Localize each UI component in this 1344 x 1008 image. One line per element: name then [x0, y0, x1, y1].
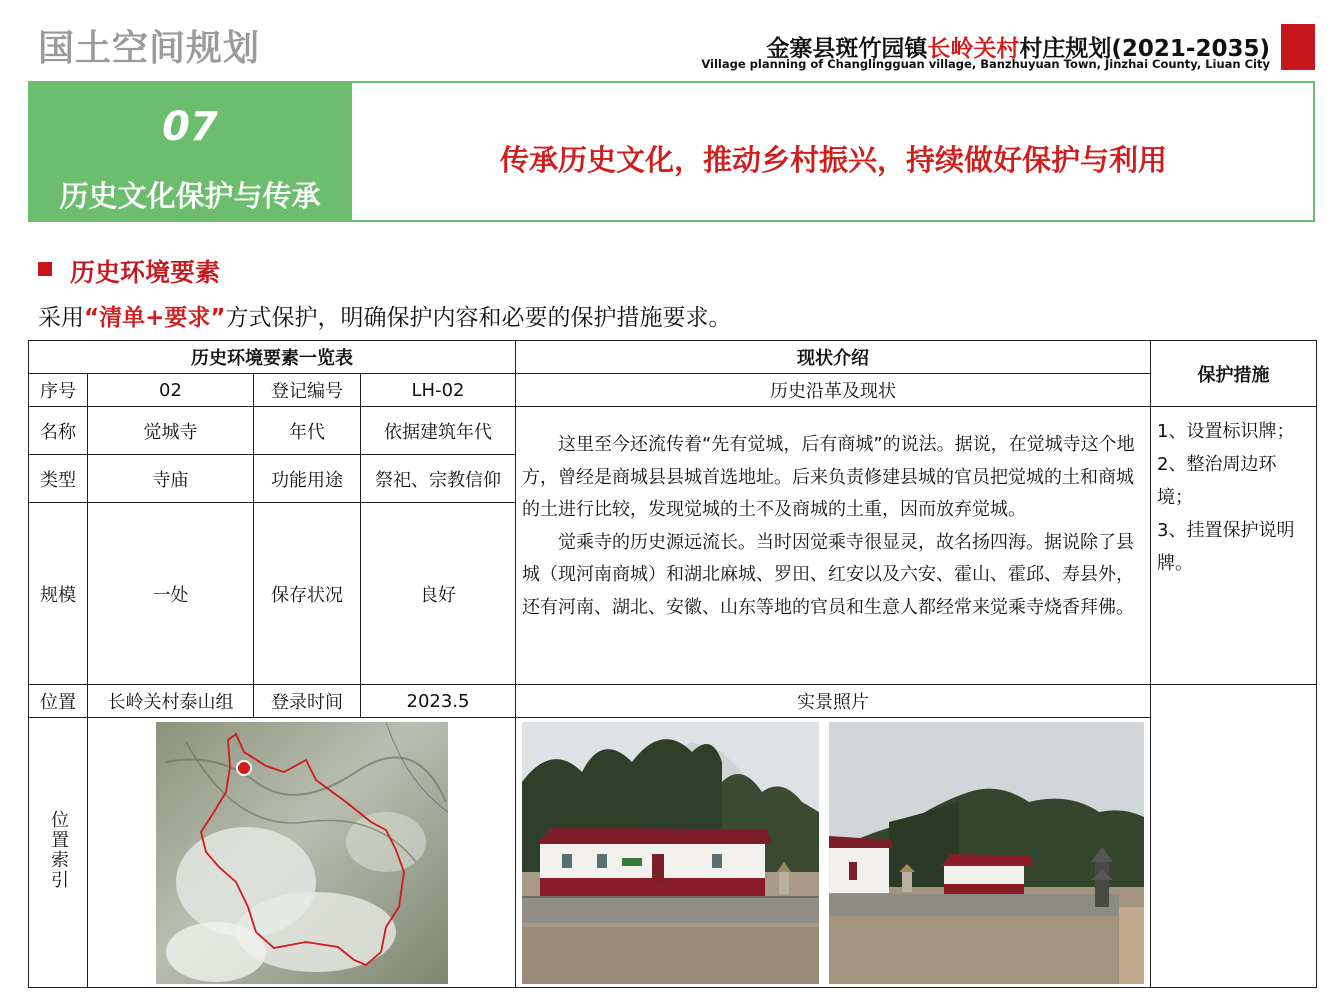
brand-title: 国土空间规划 — [38, 28, 261, 69]
value-condition: 良好 — [361, 503, 516, 685]
chapter-number: 07 — [162, 104, 218, 150]
label-type: 类型 — [29, 455, 88, 503]
label-serial: 序号 — [29, 374, 88, 407]
value-record-date: 2023.5 — [361, 685, 516, 718]
intro-prefix: 采用 — [38, 305, 84, 331]
section-title: 历史环境要素 — [70, 258, 221, 287]
heritage-element-table — [28, 340, 1317, 988]
header-measures: 保护措施 — [1151, 341, 1317, 407]
section-intro — [38, 299, 732, 332]
value-name: 觉城寺 — [88, 407, 254, 455]
value-type: 寺庙 — [88, 455, 254, 503]
header-history: 历史沿革及现状 — [516, 374, 1151, 407]
label-name: 名称 — [29, 407, 88, 455]
label-reg-code: 登记编号 — [254, 374, 361, 407]
temple-photo-1 — [522, 722, 819, 984]
temple-photo-2 — [829, 722, 1144, 984]
description-para-1: 这里至今还流传着“先有觉城，后有商城”的说法。据说，在觉城寺这个地方，曾经是商城县县城首选地址。后来负责修建县城的官员把觉城的土和商城的土进行比较，发现觉城的土不及商城的土重，因而放弃觉城。 — [522, 434, 1135, 520]
photos-cell — [516, 718, 1151, 988]
map-cell — [88, 718, 516, 988]
value-scale: 一处 — [88, 503, 254, 685]
label-scale: 规模 — [29, 503, 88, 685]
title-prefix: 金寨县斑竹园镇 — [766, 36, 928, 62]
header-element-list: 历史环境要素一览表 — [29, 341, 516, 374]
label-condition: 保存状况 — [254, 503, 361, 685]
value-location: 长岭关村泰山组 — [88, 685, 254, 718]
label-location: 位置 — [29, 685, 88, 718]
intro-emphasis: “清单+要求” — [84, 305, 226, 331]
value-function: 祭祀、宗教信仰 — [361, 455, 516, 503]
measure-item: 1、设置标识牌； — [1157, 421, 1295, 442]
title-suffix: 村庄规划(2021-2035) — [1019, 36, 1270, 62]
title-highlight: 长岭关村 — [927, 36, 1020, 62]
value-reg-code: LH-02 — [361, 374, 516, 407]
measures-blank-cell — [1151, 685, 1317, 988]
header-photos: 实景照片 — [516, 685, 1151, 718]
label-era: 年代 — [254, 407, 361, 455]
measure-item: 3、挂置保护说明牌。 — [1157, 520, 1295, 574]
description-para-2: 觉乘寺的历史源远流长。当时因觉乘寺很显灵，故名扬四海。据说除了县城（现河南商城）和湖北麻城、罗田、红安以及六安、霍山、霍邱、寿县外，还有河南、湖北、安徽、山东等地的官员和生意人都经常来觉乘寺烧香拜佛。 — [522, 531, 1134, 618]
intro-suffix: 方式保护，明确保护内容和必要的保护措施要求。 — [225, 305, 732, 331]
value-era: 依据建筑年代 — [361, 407, 516, 455]
label-record-date: 登录时间 — [254, 685, 361, 718]
value-serial: 02 — [88, 374, 254, 407]
measure-item: 2、整治周边环境； — [1157, 454, 1277, 508]
protection-measures — [1151, 407, 1317, 685]
section-bullet-icon — [38, 262, 52, 276]
chapter-slogan: 传承历史文化，推动乡村振兴，持续做好保护与利用 — [499, 143, 1167, 177]
history-description — [516, 407, 1151, 685]
label-location-index — [29, 718, 88, 988]
location-satellite-map — [156, 722, 448, 984]
brand-accent-block — [1281, 24, 1315, 70]
project-subtitle: Village planning of Changlingguan village, Banzhuyuan Town, Jinzhai County, Liuan City — [701, 57, 1270, 71]
location-index-label: 位置索引 — [48, 810, 69, 890]
label-function: 功能用途 — [254, 455, 361, 503]
header-status: 现状介绍 — [516, 341, 1151, 374]
chapter-name: 历史文化保护与传承 — [59, 179, 321, 213]
